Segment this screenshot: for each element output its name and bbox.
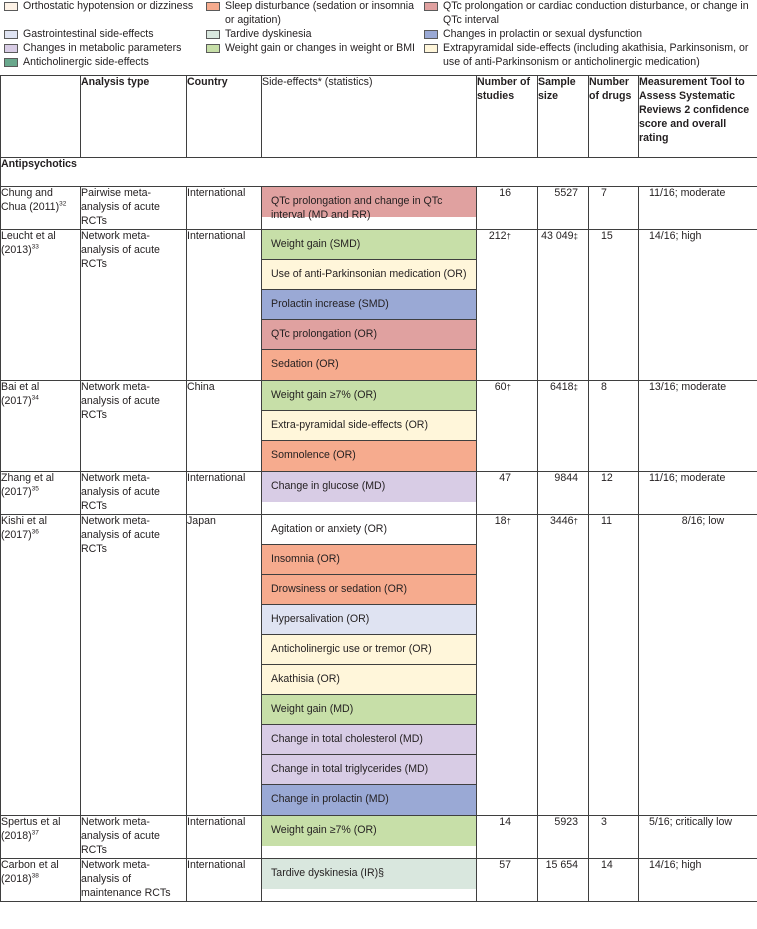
header-country: Country xyxy=(187,76,262,158)
sample-size-cell xyxy=(538,514,589,815)
side-effect-item: Weight gain (SMD) xyxy=(262,230,476,260)
number-of-drugs-cell xyxy=(589,815,639,858)
study-reference: 32 xyxy=(59,200,67,208)
study-name: Bai et al (2017) xyxy=(1,380,40,407)
header-study xyxy=(1,76,81,158)
study-cell xyxy=(1,514,81,815)
legend-swatch xyxy=(424,44,438,53)
cell-value: 16 xyxy=(499,187,511,199)
header-number-of-studies: Number of studies xyxy=(477,76,538,158)
header-side-effects: Side-effects* (statistics) xyxy=(262,76,477,158)
footnote-mark: ‡ xyxy=(573,382,578,392)
study-name: Leucht et al (2013) xyxy=(1,229,56,256)
side-effect-item: Use of anti-Parkinsonian medication (OR) xyxy=(262,260,476,290)
analysis-type-cell: Network meta-analysis of acute RCTs xyxy=(81,815,187,858)
cell-value: 11 xyxy=(601,514,612,527)
side-effect-item: Weight gain ≥7% (OR) xyxy=(262,816,476,846)
table-row xyxy=(1,514,757,815)
legend-label: Extrapyramidal side-effects (including akathisia, Parkinsonism, or use of anti-Parkinsonism or anticholinergic medication) xyxy=(443,42,749,68)
cell-value: 43 049 xyxy=(541,229,574,242)
legend-label: Weight gain or changes in weight or BMI xyxy=(225,42,416,54)
side-effect-item: Akathisia (OR) xyxy=(262,665,476,695)
legend xyxy=(0,0,757,70)
analysis-type-cell: Network meta-analysis of acute RCTs xyxy=(81,380,187,471)
cell-value: 15 654 xyxy=(545,858,578,871)
number-of-drugs-cell xyxy=(589,380,639,471)
side-effect-item: Change in prolactin (MD) xyxy=(262,785,476,815)
analysis-type-cell: Network meta-analysis of maintenance RCTs xyxy=(81,858,187,901)
cell-value: 12 xyxy=(601,471,613,484)
legend-swatch xyxy=(4,58,18,67)
legend-item-sleep xyxy=(206,0,416,28)
country-cell: International xyxy=(187,187,262,230)
table-row xyxy=(1,187,757,230)
cell-value: 3 xyxy=(601,815,607,828)
number-of-studies-cell xyxy=(477,858,538,901)
legend-label: Orthostatic hypotension or dizziness xyxy=(23,0,194,12)
table-row xyxy=(1,380,757,471)
header-amstar: Measurement Tool to Assess Systematic Reviews 2 confidence score and overall rating xyxy=(639,76,757,158)
legend-label: Sleep disturbance (sedation or insomnia or agitation) xyxy=(225,0,415,26)
amstar-rating-cell: 5/16; critically low xyxy=(639,815,757,858)
cell-value: 7 xyxy=(601,187,607,199)
side-effect-item: Anticholinergic use or tremor (OR) xyxy=(262,635,476,665)
legend-item-orthostatic xyxy=(4,0,194,14)
country-cell: International xyxy=(187,815,262,858)
analysis-type-cell: Network meta-analysis of acute RCTs xyxy=(81,471,187,514)
footnote-mark: † xyxy=(506,231,511,241)
cell-value: 212 xyxy=(488,229,507,242)
number-of-studies-cell xyxy=(477,229,538,380)
sample-size-cell xyxy=(538,187,589,230)
cell-value: 57 xyxy=(499,858,511,871)
cell-value: 15 xyxy=(601,229,613,242)
side-effects-cell xyxy=(262,187,477,230)
header-number-of-drugs: Number of drugs xyxy=(589,76,639,158)
amstar-rating-cell: 8/16; low xyxy=(639,514,757,815)
table-header-row xyxy=(1,76,757,158)
study-reference: 38 xyxy=(31,872,39,880)
sample-size-cell xyxy=(538,229,589,380)
legend-swatch xyxy=(206,30,220,39)
side-effect-item: Tardive dyskinesia (IR)§ xyxy=(262,859,476,889)
sample-size-cell xyxy=(538,815,589,858)
legend-swatch xyxy=(206,2,220,11)
country-cell: China xyxy=(187,380,262,471)
cell-value: 47 xyxy=(499,471,511,484)
side-effect-item: Somnolence (OR) xyxy=(262,441,476,471)
number-of-studies-cell xyxy=(477,380,538,471)
legend-swatch xyxy=(206,44,220,53)
cell-value: 5923 xyxy=(554,815,578,828)
study-reference: 33 xyxy=(31,243,39,251)
cell-value: 9844 xyxy=(554,471,578,484)
legend-item-qtc xyxy=(424,0,754,28)
legend-item-anticholinergic xyxy=(4,56,194,70)
cell-value: 18 xyxy=(494,514,507,527)
side-effect-item: Insomnia (OR) xyxy=(262,545,476,575)
side-effect-item: Prolactin increase (SMD) xyxy=(262,290,476,320)
legend-label: Tardive dyskinesia xyxy=(225,28,312,40)
side-effect-item: Hypersalivation (OR) xyxy=(262,605,476,635)
number-of-studies-cell xyxy=(477,815,538,858)
side-effects-cell xyxy=(262,380,477,471)
side-effect-item: Change in glucose (MD) xyxy=(262,472,476,502)
cell-value: 60 xyxy=(494,380,507,393)
section-title: Antipsychotics xyxy=(1,158,757,187)
study-cell xyxy=(1,229,81,380)
country-cell: International xyxy=(187,858,262,901)
side-effect-item: Weight gain ≥7% (OR) xyxy=(262,381,476,411)
study-cell xyxy=(1,858,81,901)
table-row xyxy=(1,471,757,514)
legend-item-gastrointestinal xyxy=(4,28,194,42)
side-effect-item: QTc prolongation and change in QTc interval (MD and RR) xyxy=(262,187,476,217)
cell-value: 8 xyxy=(601,380,607,393)
cell-value: 5527 xyxy=(554,187,578,199)
study-cell xyxy=(1,380,81,471)
footnote-mark: † xyxy=(573,516,578,526)
legend-label: Gastrointestinal side-effects xyxy=(23,28,154,40)
side-effect-item: Agitation or anxiety (OR) xyxy=(262,515,476,545)
legend-label: QTc prolongation or cardiac conduction disturbance, or change in QTc interval xyxy=(443,0,749,26)
study-reference: 37 xyxy=(31,829,39,837)
side-effect-item: Extra-pyramidal side-effects (OR) xyxy=(262,411,476,441)
sample-size-cell xyxy=(538,380,589,471)
header-analysis-type: Analysis type xyxy=(81,76,187,158)
footnote-mark: † xyxy=(506,516,511,526)
study-reference: 34 xyxy=(31,394,39,402)
analysis-type-cell: Pairwise meta-analysis of acute RCTs xyxy=(81,187,187,230)
cell-value: 14 xyxy=(601,858,613,871)
cell-value: 3446 xyxy=(549,514,574,527)
number-of-studies-cell xyxy=(477,514,538,815)
study-name: Spertus et al (2018) xyxy=(1,815,61,842)
analysis-type-cell: Network meta-analysis of acute RCTs xyxy=(81,229,187,380)
legend-label: Anticholinergic side-effects xyxy=(23,56,149,68)
amstar-rating-cell: 11/16; moderate xyxy=(639,471,757,514)
legend-label: Changes in metabolic parameters xyxy=(23,42,182,54)
country-cell: Japan xyxy=(187,514,262,815)
legend-item-prolactin xyxy=(424,28,754,42)
study-cell xyxy=(1,815,81,858)
number-of-drugs-cell xyxy=(589,471,639,514)
side-effect-item: QTc prolongation (OR) xyxy=(262,320,476,350)
amstar-rating-cell: 13/16; moderate xyxy=(639,380,757,471)
study-name: Chung and Chua (2011) xyxy=(1,187,60,213)
side-effect-item: Drowsiness or sedation (OR) xyxy=(262,575,476,605)
legend-swatch xyxy=(424,30,438,39)
analysis-type-cell: Network meta-analysis of acute RCTs xyxy=(81,514,187,815)
study-cell xyxy=(1,187,81,230)
legend-item-metabolic xyxy=(4,42,194,56)
number-of-drugs-cell xyxy=(589,187,639,230)
side-effect-item: Change in total cholesterol (MD) xyxy=(262,725,476,755)
number-of-drugs-cell xyxy=(589,514,639,815)
amstar-rating-cell: 11/16; moderate xyxy=(639,187,757,230)
number-of-drugs-cell xyxy=(589,858,639,901)
side-effect-item: Sedation (OR) xyxy=(262,350,476,380)
legend-label: Changes in prolactin or sexual dysfunction xyxy=(443,28,643,40)
sample-size-cell xyxy=(538,858,589,901)
cell-value: 14 xyxy=(499,815,511,828)
table-row xyxy=(1,858,757,901)
number-of-studies-cell xyxy=(477,187,538,230)
side-effects-cell xyxy=(262,514,477,815)
side-effects-cell xyxy=(262,471,477,514)
side-effects-cell xyxy=(262,229,477,380)
side-effects-cell xyxy=(262,858,477,901)
section-row xyxy=(1,158,757,187)
legend-swatch xyxy=(4,44,18,53)
country-cell: International xyxy=(187,471,262,514)
study-name: Carbon et al (2018) xyxy=(1,858,59,885)
amstar-rating-cell: 14/16; high xyxy=(639,858,757,901)
country-cell: International xyxy=(187,229,262,380)
number-of-studies-cell xyxy=(477,471,538,514)
sample-size-cell xyxy=(538,471,589,514)
amstar-rating-cell: 14/16; high xyxy=(639,229,757,380)
side-effect-item: Weight gain (MD) xyxy=(262,695,476,725)
legend-swatch xyxy=(4,2,18,11)
number-of-drugs-cell xyxy=(589,229,639,380)
legend-swatch xyxy=(424,2,438,11)
study-name: Zhang et al (2017) xyxy=(1,471,55,498)
study-name: Kishi et al (2017) xyxy=(1,514,47,541)
legend-item-extrapyramidal xyxy=(424,42,754,70)
study-reference: 35 xyxy=(31,485,39,493)
side-effects-cell xyxy=(262,815,477,858)
study-reference: 36 xyxy=(31,528,39,536)
footnote-mark: † xyxy=(506,382,511,392)
table-row xyxy=(1,229,757,380)
table-row xyxy=(1,815,757,858)
legend-item-tardive xyxy=(206,28,416,42)
study-cell xyxy=(1,471,81,514)
footnote-mark: ‡ xyxy=(573,231,578,241)
legend-swatch xyxy=(4,30,18,39)
legend-item-weight xyxy=(206,42,416,56)
cell-value: 6418 xyxy=(549,380,574,393)
side-effect-item: Change in total triglycerides (MD) xyxy=(262,755,476,785)
header-sample-size: Sample size xyxy=(538,76,589,158)
side-effects-table xyxy=(0,75,757,902)
